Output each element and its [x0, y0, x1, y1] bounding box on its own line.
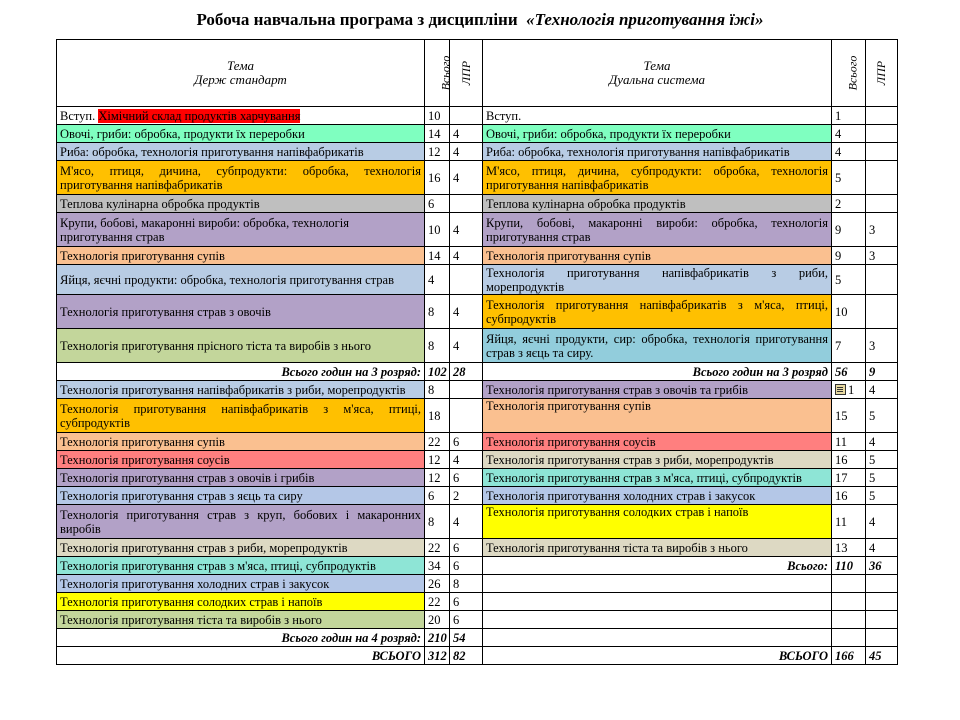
- right-lab: 5: [866, 399, 898, 433]
- right-total: 16: [832, 451, 866, 469]
- left-lab: [450, 381, 483, 399]
- right-lab: [866, 629, 898, 647]
- table-row: [57, 575, 898, 593]
- left-lab: 4: [450, 143, 483, 161]
- right-total: [832, 575, 866, 593]
- right-total: 4: [832, 143, 866, 161]
- right-total-header: Всього: [832, 40, 866, 107]
- left-total: 10: [425, 213, 450, 247]
- right-total: 10: [832, 295, 866, 329]
- table-row: [57, 611, 898, 629]
- left-total: 14: [425, 247, 450, 265]
- right-topic: Технологія приготування страв з овочів та грибів: [483, 381, 832, 399]
- right-summary-label: ВСЬОГО: [483, 647, 832, 665]
- left-lab: 82: [450, 647, 483, 665]
- left-total: 22: [425, 539, 450, 557]
- right-lab: 3: [866, 213, 898, 247]
- left-total: 210: [425, 629, 450, 647]
- right-topic: [483, 593, 832, 611]
- right-lab: [866, 593, 898, 611]
- left-lab: 6: [450, 557, 483, 575]
- right-topic: Технологія приготування супів: [483, 247, 832, 265]
- left-topic: Технологія приготування страв з овочів і грибів: [57, 469, 425, 487]
- left-lab: 4: [450, 329, 483, 363]
- left-topic: Технологія приготування страв з овочів: [57, 295, 425, 329]
- table-row: [57, 433, 898, 451]
- left-lab: 2: [450, 487, 483, 505]
- right-topic: Крупи, бобові, макаронні вироби: обробка, технологія приготування страв: [483, 213, 832, 247]
- left-total: 14: [425, 125, 450, 143]
- right-topic: Технологія приготування страв з риби, морепродуктів: [483, 451, 832, 469]
- right-topic: Технологія приготування супів: [483, 399, 832, 433]
- title-course: «Технологія приготування їжі»: [526, 10, 764, 29]
- left-topic-highlight: Хімічний склад продуктів харчування: [98, 108, 301, 123]
- table-row: [57, 451, 898, 469]
- right-lab: 4: [866, 433, 898, 451]
- right-theme-header: Тема Дуальна система: [483, 40, 832, 107]
- right-lab: 45: [866, 647, 898, 665]
- left-total: 12: [425, 451, 450, 469]
- left-total: 16: [425, 161, 450, 195]
- table-row: [57, 143, 898, 161]
- left-lab: 6: [450, 611, 483, 629]
- left-lab: 8: [450, 575, 483, 593]
- left-total: 34: [425, 557, 450, 575]
- right-total: 5: [832, 161, 866, 195]
- left-summary-label: Всього годин на 4 розряд:: [57, 629, 425, 647]
- left-topic: Технологія приготування холодних страв і закусок: [57, 575, 425, 593]
- left-topic: Технологія приготування соусів: [57, 451, 425, 469]
- right-lab: 9: [866, 363, 898, 381]
- left-total: 6: [425, 487, 450, 505]
- left-lab: 4: [450, 505, 483, 539]
- table-row: [57, 505, 898, 539]
- left-lab: [450, 265, 483, 295]
- left-topic: Технологія приготування супів: [57, 433, 425, 451]
- left-topic: Технологія приготування супів: [57, 247, 425, 265]
- table-row: [57, 329, 898, 363]
- right-total: 166: [832, 647, 866, 665]
- table-row: [57, 213, 898, 247]
- left-lab: 6: [450, 469, 483, 487]
- left-topic: Технологія приготування солодких страв і напоїв: [57, 593, 425, 611]
- right-total: 11: [832, 433, 866, 451]
- right-lab: 3: [866, 247, 898, 265]
- right-total: 17: [832, 469, 866, 487]
- left-total: 4: [425, 265, 450, 295]
- left-total: 12: [425, 469, 450, 487]
- left-lab: 6: [450, 539, 483, 557]
- left-topic: [57, 107, 425, 125]
- left-lab: 4: [450, 125, 483, 143]
- right-total: 1: [832, 107, 866, 125]
- right-topic: Вступ.: [483, 107, 832, 125]
- left-total: 8: [425, 329, 450, 363]
- right-lab: [866, 125, 898, 143]
- left-topic: М'ясо, птиця, дичина, субпродукти: обробка, технологія приготування напівфабрикатів: [57, 161, 425, 195]
- comment-icon[interactable]: [835, 384, 846, 395]
- table-row: [57, 557, 898, 575]
- left-total: 22: [425, 433, 450, 451]
- right-topic: Технологія приготування напівфабрикатів з м'яса, птиці, субпродуктів: [483, 295, 832, 329]
- left-total: 312: [425, 647, 450, 665]
- right-total-value: 1: [848, 382, 855, 397]
- left-lab: 6: [450, 593, 483, 611]
- left-total: 8: [425, 381, 450, 399]
- left-lab: [450, 195, 483, 213]
- left-topic: Технологія приготування страв з круп, бобових і макаронних виробів: [57, 505, 425, 539]
- table-row: [57, 629, 898, 647]
- left-total: 8: [425, 295, 450, 329]
- right-total: 2: [832, 195, 866, 213]
- right-total: 9: [832, 213, 866, 247]
- right-lab-header: ЛПР: [866, 40, 898, 107]
- left-total: 22: [425, 593, 450, 611]
- left-lab-header: ЛПР: [450, 40, 483, 107]
- right-topic: Яйця, яєчні продукти, сир: обробка, технологія приготування страв з яєць та сиру.: [483, 329, 832, 363]
- right-topic: Технологія приготування страв з м'яса, птиці, субпродуктів: [483, 469, 832, 487]
- table-row: [57, 195, 898, 213]
- table-row: [57, 647, 898, 665]
- left-theme-header: Тема Держ стандарт: [57, 40, 425, 107]
- left-lab: [450, 107, 483, 125]
- table-row: [57, 487, 898, 505]
- left-topic: Технологія приготування тіста та виробів з нього: [57, 611, 425, 629]
- table-row: [57, 593, 898, 611]
- right-topic: Технологія приготування солодких страв і напоїв: [483, 505, 832, 539]
- left-lab: 6: [450, 433, 483, 451]
- right-total: [832, 381, 866, 399]
- right-lab: 5: [866, 487, 898, 505]
- left-topic: Крупи, бобові, макаронні вироби: обробка, технологія приготування страв: [57, 213, 425, 247]
- right-total: 56: [832, 363, 866, 381]
- title-prefix: Робоча навчальна програма з дисципліни: [196, 10, 518, 29]
- right-total: [832, 593, 866, 611]
- table-row: [57, 295, 898, 329]
- table-row: [57, 265, 898, 295]
- left-lab: 4: [450, 247, 483, 265]
- page-title: [0, 10, 960, 30]
- left-topic: Технологія приготування напівфабрикатів з риби, морепродуктів: [57, 381, 425, 399]
- table-row: [57, 161, 898, 195]
- right-summary-label: Всього годин на 3 розряд: [483, 363, 832, 381]
- right-topic: Теплова кулінарна обробка продуктів: [483, 195, 832, 213]
- right-lab: [866, 143, 898, 161]
- right-lab: [866, 575, 898, 593]
- left-topic: Технологія приготування страв з риби, морепродуктів: [57, 539, 425, 557]
- right-topic: [483, 629, 832, 647]
- right-topic: Технологія приготування напівфабрикатів з риби, морепродуктів: [483, 265, 832, 295]
- header-row: [57, 40, 898, 107]
- right-topic: Технологія приготування соусів: [483, 433, 832, 451]
- left-topic-intro: Вступ.: [60, 108, 99, 123]
- right-lab: [866, 265, 898, 295]
- right-topic: Риба: обробка, технологія приготування напівфабрикатів: [483, 143, 832, 161]
- right-total: 7: [832, 329, 866, 363]
- left-lab: 4: [450, 161, 483, 195]
- left-total-header: Всього: [425, 40, 450, 107]
- right-summary-label: Всього:: [483, 557, 832, 575]
- right-lab: 5: [866, 469, 898, 487]
- right-lab: [866, 195, 898, 213]
- right-total: [832, 629, 866, 647]
- left-lab: 54: [450, 629, 483, 647]
- curriculum-table: [56, 39, 898, 665]
- right-topic: М'ясо, птиця, дичина, субпродукти: обробка, технологія приготування напівфабрикатів: [483, 161, 832, 195]
- left-total: 12: [425, 143, 450, 161]
- right-lab: [866, 611, 898, 629]
- right-lab: 4: [866, 381, 898, 399]
- table-row: [57, 539, 898, 557]
- right-lab: [866, 107, 898, 125]
- left-total: 102: [425, 363, 450, 381]
- right-lab: 3: [866, 329, 898, 363]
- left-topic: Технологія приготування прісного тіста та виробів з нього: [57, 329, 425, 363]
- table-row: [57, 125, 898, 143]
- left-total: 6: [425, 195, 450, 213]
- right-lab: 4: [866, 505, 898, 539]
- table-row: [57, 247, 898, 265]
- table-row: [57, 469, 898, 487]
- left-topic: Яйця, яєчні продукти: обробка, технологія приготування страв: [57, 265, 425, 295]
- right-topic: Технологія приготування холодних страв і закусок: [483, 487, 832, 505]
- right-total: 13: [832, 539, 866, 557]
- right-topic: Овочі, гриби: обробка, продукти їх переробки: [483, 125, 832, 143]
- left-lab: 28: [450, 363, 483, 381]
- table-row: [57, 399, 898, 433]
- left-summary-label: Всього годин на 3 розряд:: [57, 363, 425, 381]
- right-total: [832, 611, 866, 629]
- right-total: 5: [832, 265, 866, 295]
- left-topic: Теплова кулінарна обробка продуктів: [57, 195, 425, 213]
- right-topic: [483, 575, 832, 593]
- right-lab: 36: [866, 557, 898, 575]
- left-total: 10: [425, 107, 450, 125]
- left-topic: Технологія приготування страв з яєць та сиру: [57, 487, 425, 505]
- left-total: 18: [425, 399, 450, 433]
- right-total: 4: [832, 125, 866, 143]
- left-topic: Овочі, гриби: обробка, продукти їх переробки: [57, 125, 425, 143]
- left-lab: 4: [450, 295, 483, 329]
- right-total: 110: [832, 557, 866, 575]
- left-total: 26: [425, 575, 450, 593]
- left-total: 20: [425, 611, 450, 629]
- left-topic: Технологія приготування напівфабрикатів з м'яса, птиці, субпродуктів: [57, 399, 425, 433]
- right-lab: 5: [866, 451, 898, 469]
- right-topic: Технологія приготування тіста та виробів з нього: [483, 539, 832, 557]
- left-lab: 4: [450, 451, 483, 469]
- left-total: 8: [425, 505, 450, 539]
- right-total: 15: [832, 399, 866, 433]
- table-row: [57, 363, 898, 381]
- left-topic: Риба: обробка, технологія приготування напівфабрикатів: [57, 143, 425, 161]
- right-total: 11: [832, 505, 866, 539]
- right-topic: [483, 611, 832, 629]
- table-row: [57, 107, 898, 125]
- right-lab: [866, 161, 898, 195]
- left-topic: Технологія приготування страв з м'яса, птиці, субпродуктів: [57, 557, 425, 575]
- left-summary-label: ВСЬОГО: [57, 647, 425, 665]
- table-row: [57, 381, 898, 399]
- right-total: 9: [832, 247, 866, 265]
- right-lab: [866, 295, 898, 329]
- right-lab: 4: [866, 539, 898, 557]
- right-total: 16: [832, 487, 866, 505]
- left-lab: 4: [450, 213, 483, 247]
- left-lab: [450, 399, 483, 433]
